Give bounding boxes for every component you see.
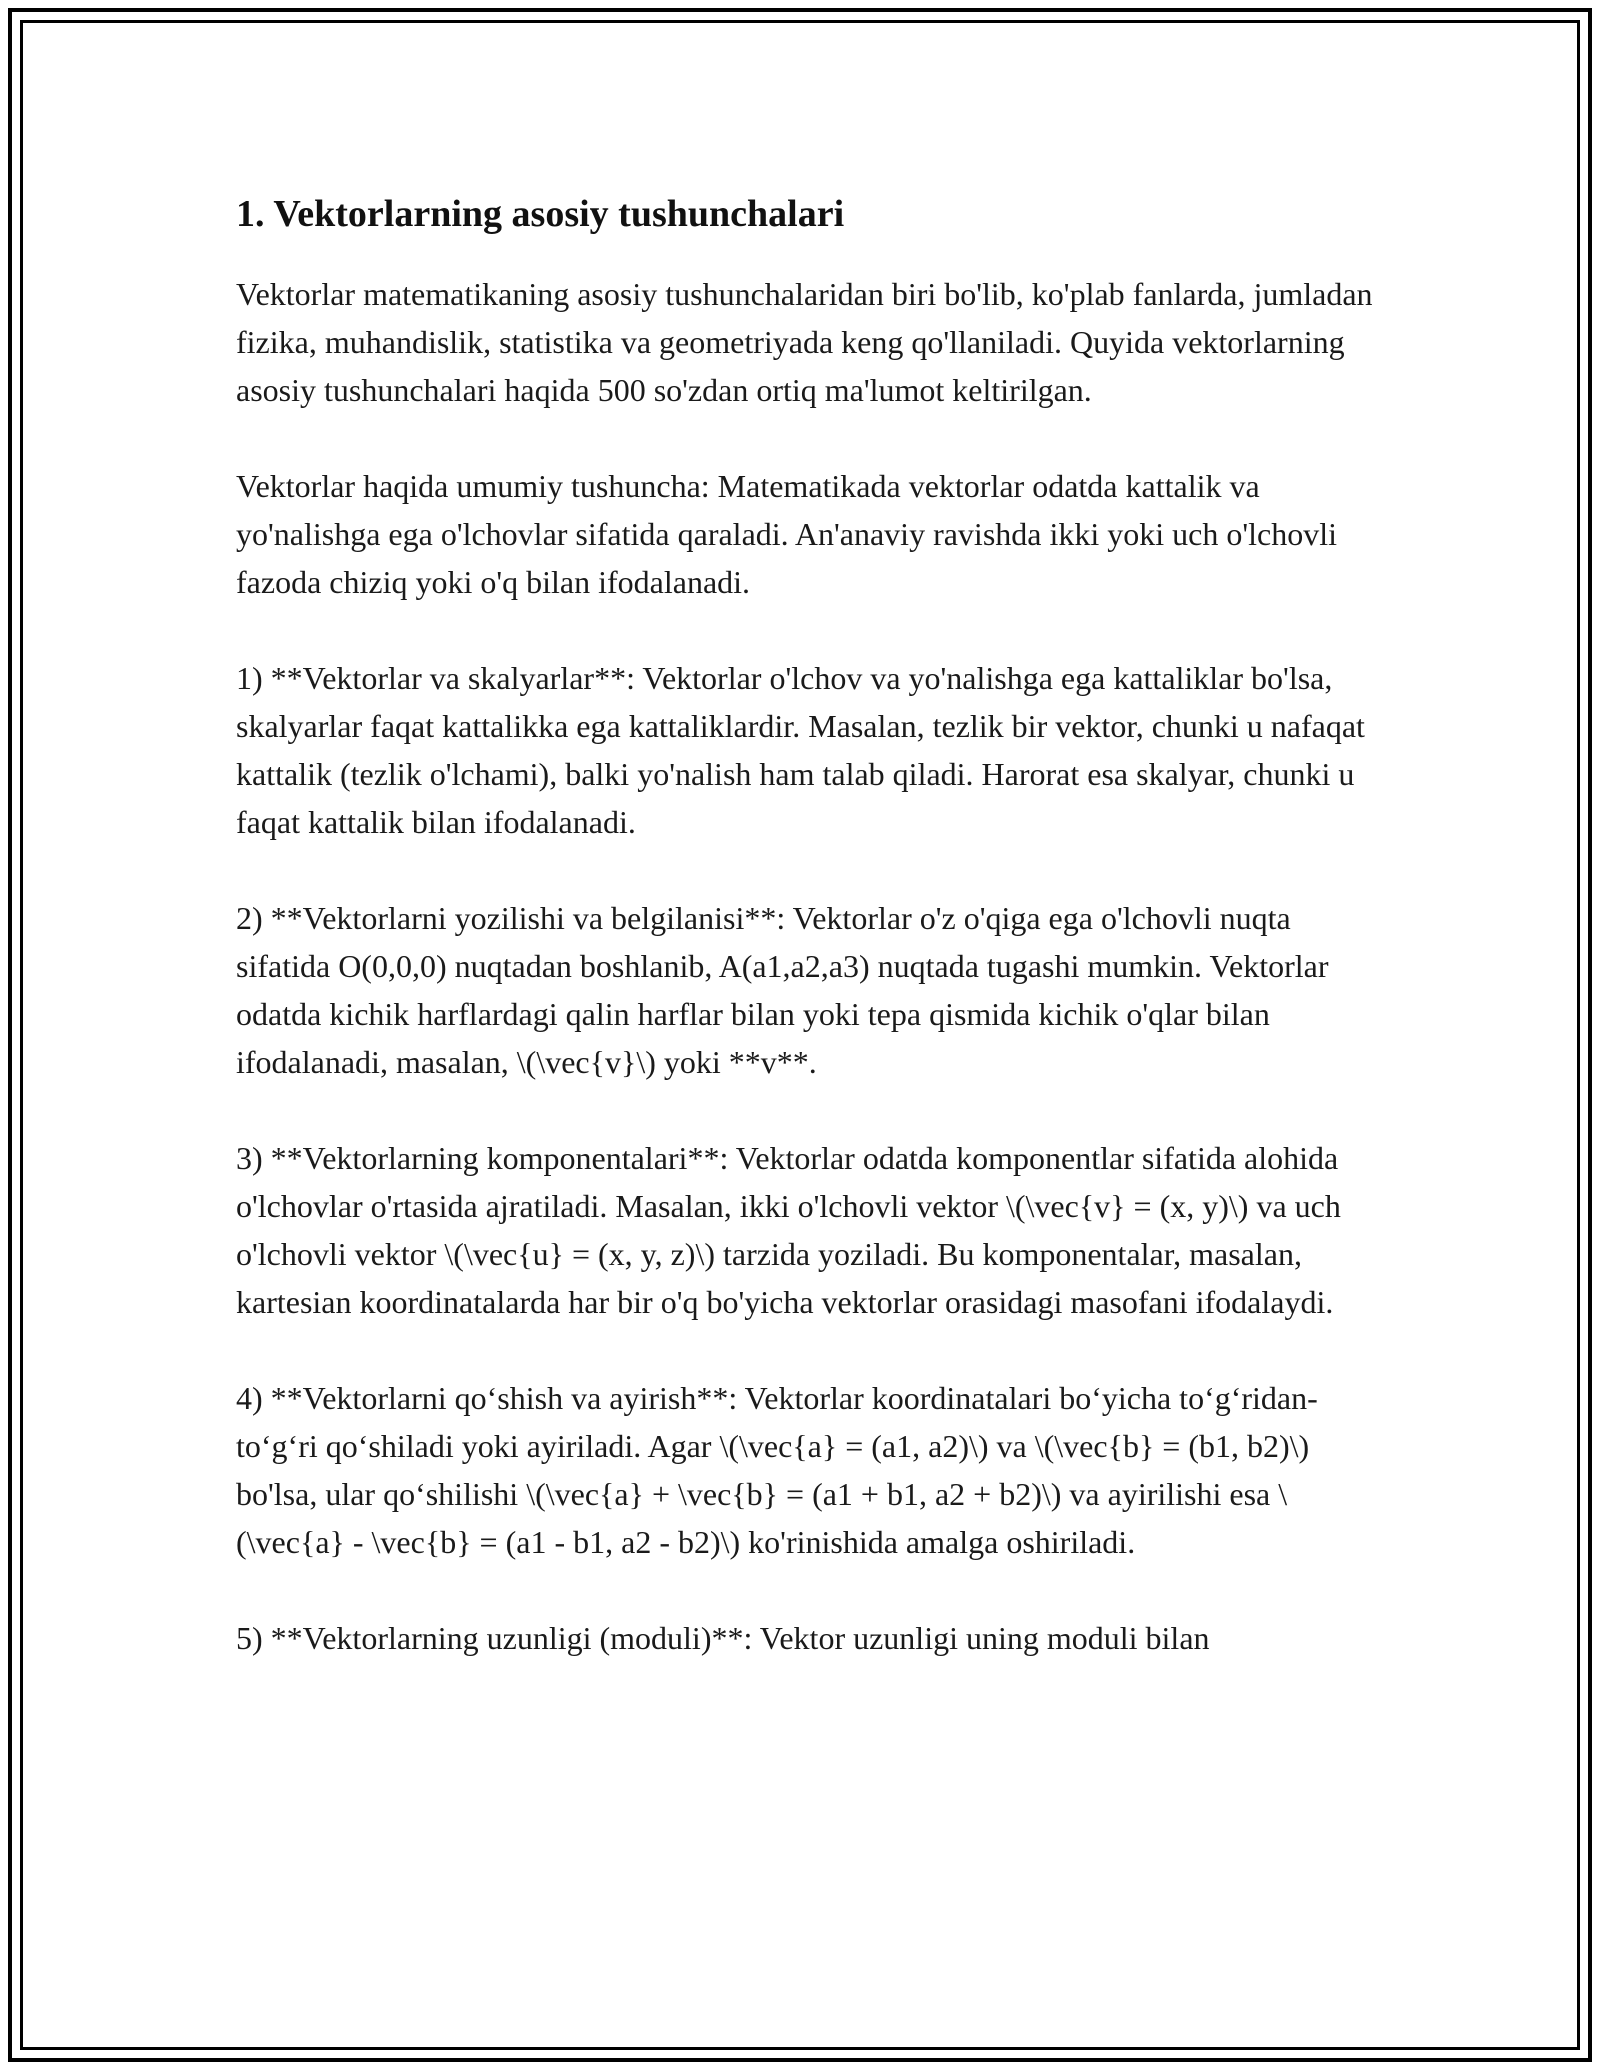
paragraph-item-3: 3) **Vektorlarning komponentalari**: Vektorlar odatda komponentlar sifatida alohida o'lchovlar o'rtasida ajratiladi. Masalan, ikki o'lchovli vektor \(\vec{v} = (x, y)\) va uch o'lchovli vektor \(\vec{u} = (x, y, z)\) tarzida yoziladi. Bu komponentalar, masalan, kartesian koordinatalarda har bir o'q bo'yicha vektorlar orasidagi masofani ifodalaydi. (236, 1140, 1341, 1320)
paragraph-intro: Vektorlar matematikaning asosiy tushunchalaridan biri bo'lib, ko'plab fanlarda, jumladan fizika, muhandislik, statistika va geometriyada keng qo'llaniladi. Quyida vektorlarning asosiy tushunchalari haqida 500 so'zdan ortiq ma'lumot keltirilgan. (236, 276, 1373, 408)
paragraph-item-5: 5) **Vektorlarning uzunligi (moduli)**: Vektor uzunligi uning moduli bilan (236, 1620, 1210, 1656)
document-body (236, 186, 1376, 1710)
section-heading: 1. Vektorlarning asosiy tushunchalari (236, 193, 845, 235)
paragraph-item-2: 2) **Vektorlarni yozilishi va belgilanisi**: Vektorlar o'z o'qiga ega o'lchovli nuqta sifatida O(0,0,0) nuqtadan boshlanib, A(a1,a2,a3) nuqtada tugashi mumkin. Vektorlar odatda kichik harflardagi qalin harflar bilan yoki tepa qismida kichik o'qlar bilan ifodalanadi, masalan, \(\vec{v}\) yoki **v**. (236, 900, 1329, 1080)
paragraph-general-concept: Vektorlar haqida umumiy tushuncha: Matematikada vektorlar odatda kattalik va yo'nalishga ega o'lchovlar sifatida qaraladi. An'anaviy ravishda ikki yoki uch o'lchovli fazoda chiziq yoki o'q bilan ifodalanadi. (236, 468, 1337, 600)
paragraph-item-4: 4) **Vektorlarni qo‘shish va ayirish**: Vektorlar koordinatalari bo‘yicha to‘g‘ridan-to‘g‘ri qo‘shiladi yoki ayiriladi. Agar \(\vec{a} = (a1, a2)\) va \(\vec{b} = (b1, b2)\) bo'lsa, ular qo‘shilishi \(\vec{a} + \vec{b} = (a1 + b1, a2 + b2)\) va ayirilishi esa \(\vec{a} - \vec{b} = (a1 - b1, a2 - b2)\) ko'rinishida amalga oshiriladi. (236, 1380, 1318, 1560)
paragraph-item-1: 1) **Vektorlar va skalyarlar**: Vektorlar o'lchov va yo'nalishga ega kattaliklar bo'lsa, skalyarlar faqat kattalikka ega kattaliklardir. Masalan, tezlik bir vektor, chunki u nafaqat kattalik (tezlik o'lchami), balki yo'nalish ham talab qiladi. Harorat esa skalyar, chunki u faqat kattalik bilan ifodalanadi. (236, 660, 1365, 840)
